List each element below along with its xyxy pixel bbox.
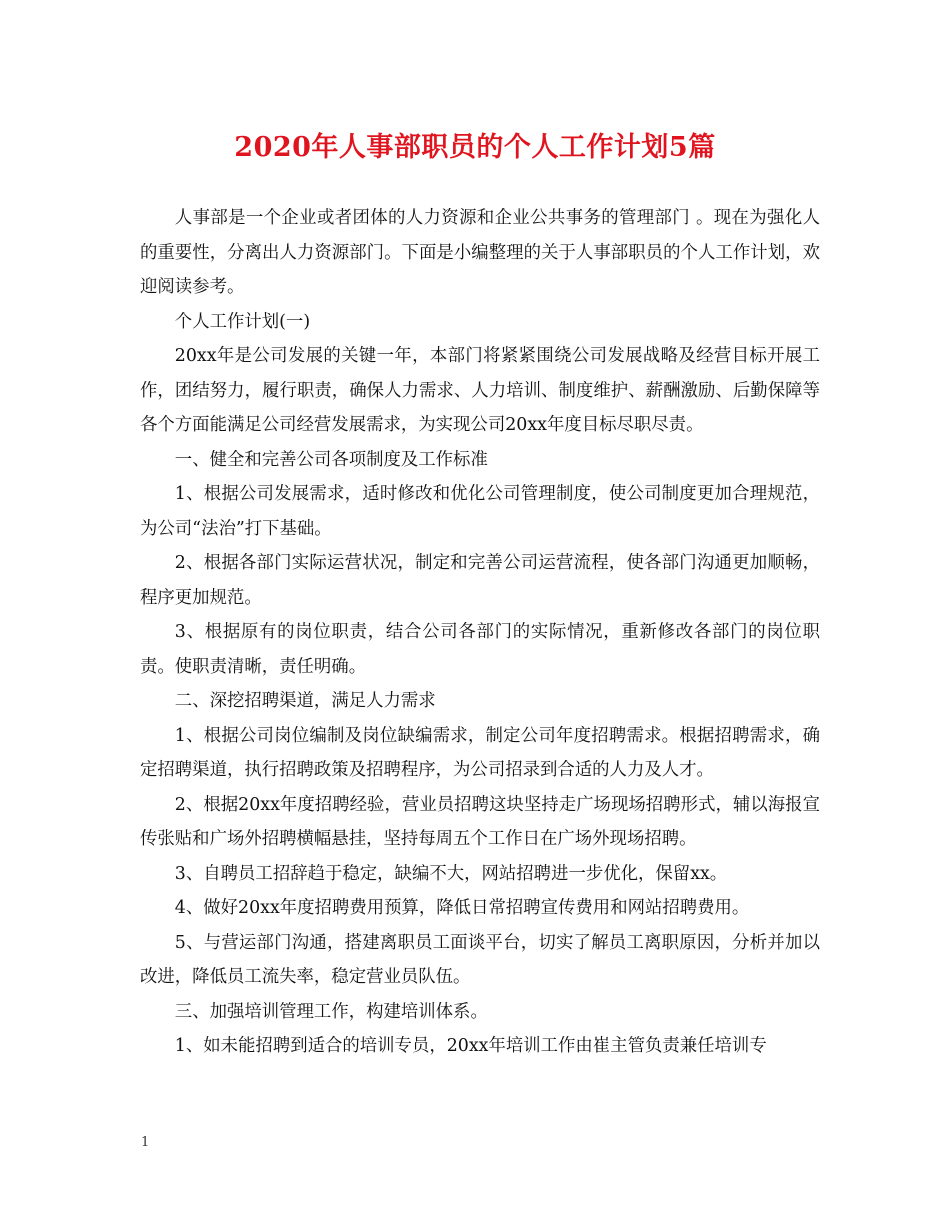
paragraph-1-3: 3、根据原有的岗位职责，结合公司各部门的实际情况，重新修改各部门的岗位职责。使职责清晰，责任明确。 (140, 622, 820, 677)
paragraph-2-1: 1、根据公司岗位编制及岗位缺编需求，制定公司年度招聘需求。根据招聘需求，确定招聘渠道，执行招聘政策及招聘程序，为公司招录到合适的人力及人才。 (140, 725, 820, 780)
section-heading-plan-1: 个人工作计划(一) (174, 311, 311, 332)
section-heading-1: 一、健全和完善公司各项制度及工作标准 (174, 449, 488, 470)
page-number: 1 (141, 1135, 150, 1150)
paragraph-3-1: 1、如未能招聘到适合的培训专员，20xx年培训工作由崔主管负责兼任培训专 (174, 1036, 767, 1056)
paragraph-1-2: 2、根据各部门实际运营状况，制定和完善公司运营流程，使各部门沟通更加顺畅，程序更加规范。 (140, 553, 820, 608)
section-heading-2: 二、深挖招聘渠道，满足人力需求 (174, 691, 436, 711)
document-body (140, 201, 820, 1064)
paragraph-2-2: 2、根据20xx年度招聘经验，营业员招聘这块坚持走广场现场招聘形式，辅以海报宣传张贴和广场外招聘横幅悬挂，坚持每周五个工作日在广场外现场招聘。 (140, 794, 820, 849)
paragraph-2-5: 5、与营运部门沟通，搭建离职员工面谈平台，切实了解员工离职原因，分析并加以改进，降低员工流失率，稳定营业员队伍。 (140, 932, 820, 987)
paragraph-2-4: 4、做好20xx年度招聘费用预算，降低日常招聘宣传费用和网站招聘费用。 (174, 898, 750, 918)
section-heading-3: 三、加强培训管理工作，构建培训体系。 (174, 1001, 488, 1022)
paragraph-intro: 人事部是一个企业或者团体的人力资源和企业公共事务的管理部门 。现在为强化人的重要性，分离出人力资源部门。下面是小编整理的关于人事部职员的个人工作计划，欢迎阅读参考。 (140, 208, 820, 297)
paragraph-overview: 20xx年是公司发展的关键一年，本部门将紧紧围绕公司发展战略及经营目标开展工作，团结努力，履行职责，确保人力需求、人力培训、制度维护、薪酬激励、后勤保障等各个方面能满足公司经营发展需求，为实现公司20xx年度目标尽职尽责。 (140, 346, 820, 435)
paragraph-1-1: 1、根据公司发展需求，适时修改和优化公司管理制度，使公司制度更加合理规范，为公司“法治”打下基础。 (140, 484, 820, 539)
document-title: 2020年人事部职员的个人工作计划5篇 (234, 132, 716, 163)
paragraph-2-3: 3、自聘员工招辞趋于稳定，缺编不大，网站招聘进一步优化，保留xx。 (174, 863, 728, 884)
